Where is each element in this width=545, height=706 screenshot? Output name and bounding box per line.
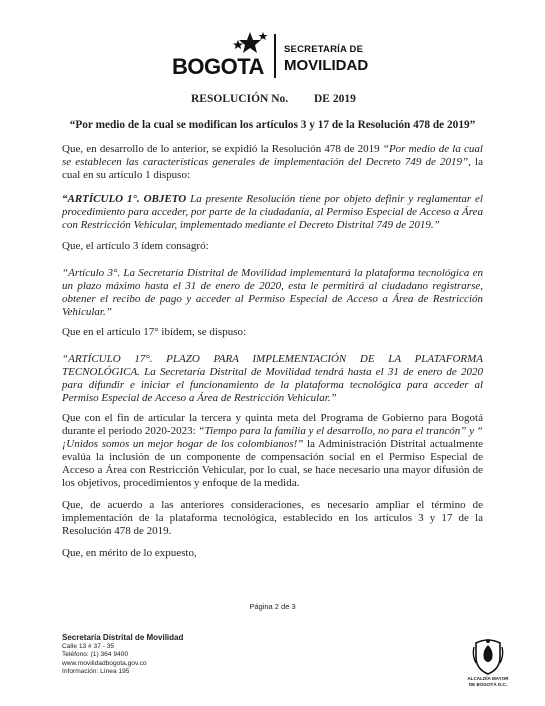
footer-phone: Teléfono: (1) 364 9400 (62, 651, 128, 659)
paragraph-2 (62, 193, 483, 232)
paragraph-3: Que, el artículo 3 ídem consagró: (62, 240, 209, 252)
paragraph-4-article-3: “Artículo 3°. La Secretaría Distrital de Movilidad implementará la plataforma tecnológica en un plazo máximo hasta el 31 de enero de 2020, esta le permitirá al ciudadano registrarse, obtener el recibo de pago y acceder al Permiso Especial de Acceso a Área de Restricción Vehicular.” (62, 267, 483, 318)
footer-web: www.movilidadbogota.gov.co (62, 659, 147, 667)
alcaldia-line-1: ALCALDÍA MAYOR (467, 676, 509, 681)
paragraph-5: Que en el artículo 17° ibídem, se dispuso: (62, 326, 247, 338)
alcaldia-line-2: DE BOGOTÁ D.C. (468, 681, 508, 687)
alcaldia-seal (466, 637, 510, 693)
logo-divider (274, 34, 276, 78)
paragraph-8: Que, de acuerdo a las anteriores consideraciones, es necesario ampliar el término de implementación de la plataforma tecnológica, establecido en los artículos 3 y 17 de la Resolución 478 de 2019. (62, 499, 483, 537)
coat-of-arms-icon (472, 637, 504, 675)
resolution-subtitle: “Por medio de la cual se modifican los artículos 3 y 17 de la Resolución 478 de 2019” (69, 119, 476, 131)
logo-bogota-text: BOGOTA (172, 54, 264, 79)
resolution-year: DE 2019 (314, 93, 356, 105)
paragraph-1 (62, 143, 483, 182)
logo-secretaria-text: SECRETARÍA DE (284, 44, 364, 55)
page-number: Página 2 de 3 (249, 602, 296, 611)
bogota-movilidad-logo (170, 30, 370, 80)
paragraph-1-tail: , la cual en su artículo 1 dispuso: (62, 156, 483, 181)
alcaldia-label (460, 676, 516, 687)
footer-contact (62, 633, 183, 677)
paragraph-7-quote: “Tiempo para la familia y el desarrollo, no para el trancón” y “ ¡Unidos somos un mejor hogar de los colombianos!” (62, 425, 483, 450)
paragraph-1-text: Que, en desarrollo de lo anterior, se expidió la Resolución 478 de 2019 (62, 143, 383, 155)
logo-movilidad-text: MOVILIDAD (284, 57, 369, 74)
paragraph-9: Que, en mérito de lo expuesto, (62, 547, 197, 559)
paragraph-7-text-b: la Administración Distrital actualmente evalúa la inclusión de un componente de compensación social en el Permiso Especial de Acceso a Área con Restricción Vehicular, por lo cual, se hace necesario una mayor difusión de los objetivos, procedimientos y enfoque de la medida. (62, 438, 484, 489)
paragraph-7-text-a: Que con el fin de articular la tercera y quinta meta del Programa de Gobierno para Bogotá durante el periodo 2020-2023: (62, 412, 483, 437)
paragraph-7 (62, 412, 483, 490)
footer-address: Calle 13 # 37 - 35 (62, 643, 115, 650)
resolution-number-label: RESOLUCIÓN No. (191, 93, 289, 105)
paragraph-1-quote: “Por medio de la cual se establecen las características generales de implementación del Decreto 749 de 2019” (62, 143, 483, 168)
paragraph-6-article-17: “ARTÍCULO 17°. PLAZO PARA IMPLEMENTACIÓN DE LA PLATAFORMA TECNOLÓGICA. La Secretaría Distrital de Movilidad tendrá hasta el 31 de enero de 2020 para difundir e iniciar el funcionamiento de la plataforma tecnológica para acceder al Permiso Especial de Acceso a Área de Restricción Vehicular.” (62, 353, 483, 404)
footer-entity: Secretaría Distrital de Movilidad (62, 633, 184, 642)
article-1-heading: “ARTÍCULO 1°. OBJETO (62, 193, 187, 205)
footer-info: Información: Línea 195 (62, 668, 130, 676)
article-1-text: La presente Resolución tiene por objeto definir y reglamentar el procedimiento para acceder, por parte de la ciudadanía, al Permiso Especial de Acceso a Área con Restricción Vehicular, implementado mediante el Decreto Distrital 749 de 2019.” (62, 193, 483, 231)
